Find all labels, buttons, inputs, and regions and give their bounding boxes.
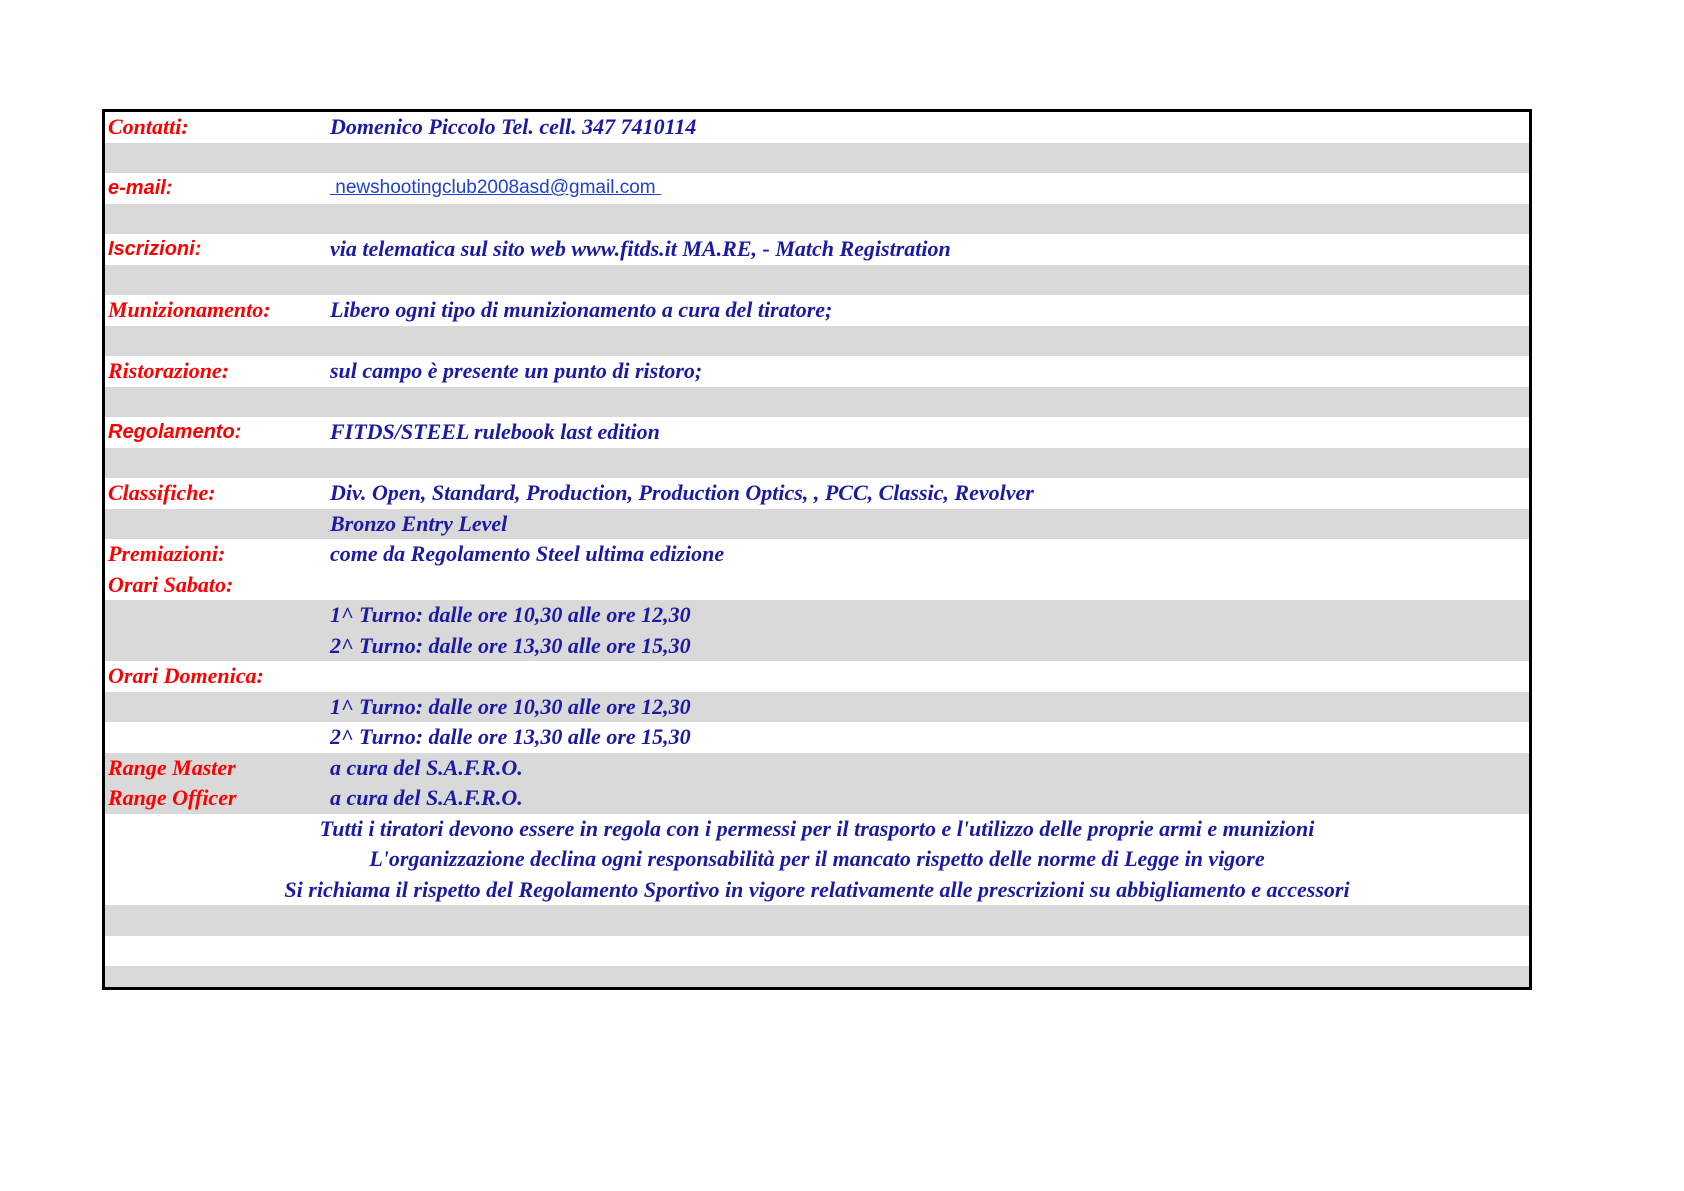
value-domenica-turno-1: 1^ Turno: dalle ore 10,30 alle ore 12,30 xyxy=(330,693,691,719)
row-email xyxy=(105,173,1529,204)
value-classifiche: Div. Open, Standard, Production, Production Optics, , PCC, Classic, Revolver xyxy=(330,480,1034,505)
band-row xyxy=(105,265,1529,296)
label-ristorazione: Ristorazione: xyxy=(108,358,230,383)
row-note-3 xyxy=(105,875,1529,906)
note-2: L'organizzazione declina ogni responsabilità per il mancato rispetto delle norme di Legge in vigore xyxy=(369,846,1265,871)
row-iscrizioni xyxy=(105,234,1529,265)
band-row xyxy=(105,387,1529,418)
value-contatti: Domenico Piccolo Tel. cell. 347 7410114 xyxy=(330,114,697,139)
row-premiazioni xyxy=(105,539,1529,570)
row-contatti xyxy=(105,112,1529,143)
row-regolamento xyxy=(105,417,1529,448)
label-range-master: Range Master xyxy=(108,754,236,780)
value-regolamento: FITDS/STEEL rulebook last edition xyxy=(330,419,660,444)
label-premiazioni: Premiazioni: xyxy=(108,541,226,566)
value-range-officer: a cura del S.A.F.R.O. xyxy=(330,785,523,810)
value-munizionamento: Libero ogni tipo di munizionamento a cura del tiratore; xyxy=(330,297,833,322)
row-note-2 xyxy=(105,844,1529,875)
label-regolamento: Regolamento: xyxy=(108,421,242,443)
note-1: Tutti i tiratori devono essere in regola con i permessi per il trasporto e l'utilizzo delle proprie armi e munizioni xyxy=(319,815,1315,841)
row-domenica-turno-2 xyxy=(105,722,1529,753)
row-orari-sabato xyxy=(105,570,1529,601)
value-ristorazione: sul campo è presente un punto di ristoro; xyxy=(330,358,703,383)
band-row xyxy=(105,966,1529,990)
band-row xyxy=(105,326,1529,357)
row-range-master xyxy=(105,753,1529,784)
band-row xyxy=(105,143,1529,174)
value-iscrizioni: via telematica sul sito web www.fitds.it MA.RE, - Match Registration xyxy=(330,236,951,261)
info-table xyxy=(102,109,1532,990)
row-domenica-turno-1 xyxy=(105,692,1529,723)
row-classifiche xyxy=(105,478,1529,509)
blank-row xyxy=(105,936,1529,967)
label-contatti: Contatti: xyxy=(108,114,189,139)
value-premiazioni: come da Regolamento Steel ultima edizione xyxy=(330,541,725,566)
label-iscrizioni: Iscrizioni: xyxy=(108,238,202,260)
label-munizionamento: Munizionamento: xyxy=(108,297,271,322)
band-row xyxy=(105,905,1529,936)
label-email: e-mail: xyxy=(108,177,173,199)
band-row xyxy=(105,448,1529,479)
label-orari-domenica: Orari Domenica: xyxy=(108,663,264,688)
row-sabato-turno-1 xyxy=(105,600,1529,631)
value-sabato-turno-2: 2^ Turno: dalle ore 13,30 alle ore 15,30 xyxy=(330,632,691,658)
row-munizionamento xyxy=(105,295,1529,326)
row-range-officer xyxy=(105,783,1529,814)
label-classifiche: Classifiche: xyxy=(108,480,216,505)
email-link[interactable]: newshootingclub2008asd@gmail.com xyxy=(330,177,661,198)
row-orari-domenica xyxy=(105,661,1529,692)
row-sabato-turno-2 xyxy=(105,631,1529,662)
note-3: Si richiama il rispetto del Regolamento Sportivo in vigore relativamente alle prescrizioni su abbigliamento e accessori xyxy=(284,876,1350,902)
value-range-master: a cura del S.A.F.R.O. xyxy=(330,754,523,780)
value-sabato-turno-1: 1^ Turno: dalle ore 10,30 alle ore 12,30 xyxy=(330,602,691,627)
row-ristorazione xyxy=(105,356,1529,387)
label-orari-sabato: Orari Sabato: xyxy=(108,571,234,597)
value-classifiche-2: Bronzo Entry Level xyxy=(330,510,508,536)
row-classifiche-2 xyxy=(105,509,1529,540)
value-domenica-turno-2: 2^ Turno: dalle ore 13,30 alle ore 15,30 xyxy=(330,724,691,749)
row-note-1 xyxy=(105,814,1529,845)
band-row xyxy=(105,204,1529,235)
label-range-officer: Range Officer xyxy=(108,785,237,810)
